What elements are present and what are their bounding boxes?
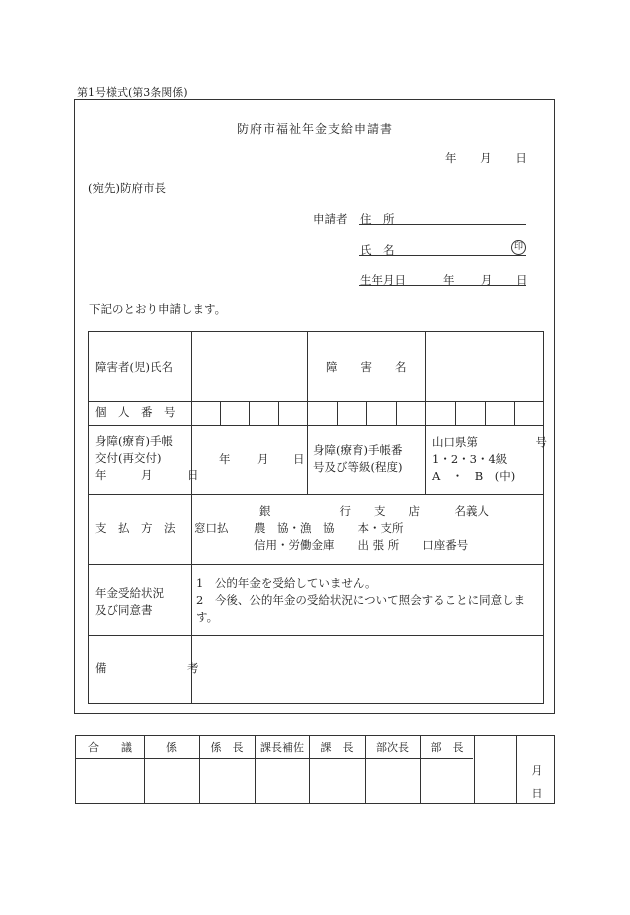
grade-levels: 1・2・3・4級 bbox=[432, 452, 508, 466]
personal-number-field[interactable] bbox=[192, 402, 543, 424]
payment-line-1: 銀 行 支 店 名義人 bbox=[259, 504, 489, 518]
birth-month: 月 bbox=[481, 273, 493, 287]
name-label: 氏 名 bbox=[360, 243, 395, 257]
birth-year: 年 bbox=[443, 273, 455, 287]
payment-line-2: 農 協・漁 協 本・支所 bbox=[254, 521, 404, 535]
payment-window: 窓口払 bbox=[194, 521, 229, 535]
disabled-name-label: 障害者(児)氏名 bbox=[95, 360, 173, 374]
applicant-label: 申請者 bbox=[313, 212, 348, 226]
date-day: 日 bbox=[515, 151, 527, 165]
disabled-name-field[interactable] bbox=[192, 333, 306, 400]
name-field[interactable] bbox=[359, 255, 526, 256]
approval-header-manager: 課 長 bbox=[320, 741, 354, 754]
address-label: 住 所 bbox=[360, 212, 395, 226]
seal-mark: 印 bbox=[511, 240, 526, 255]
payment-method-label: 支 払 方 法 bbox=[95, 521, 176, 535]
date-year: 年 bbox=[445, 151, 457, 165]
disability-name-label: 障 害 名 bbox=[326, 360, 407, 374]
grade-prefecture-number: 山口県第 号 bbox=[432, 435, 547, 449]
issue-date-label-2: 交付(再交付) bbox=[95, 451, 162, 465]
pension-item-1: 1 公的年金を受給していません。 bbox=[196, 576, 377, 590]
approval-day: 日 bbox=[531, 787, 543, 800]
issue-day: 日 bbox=[293, 452, 305, 466]
intro-text: 下記のとおり申請します。 bbox=[89, 302, 227, 316]
grade-label-2: 号及び等級(程度) bbox=[313, 460, 403, 474]
issue-year: 年 bbox=[219, 452, 231, 466]
personal-number-label: 個 人 番 号 bbox=[95, 405, 176, 419]
approval-month: 月 bbox=[531, 764, 543, 777]
application-date bbox=[445, 150, 527, 166]
grade-label-1: 身障(療育)手帳番 bbox=[313, 443, 403, 457]
form-title: 防府市福祉年金支給申請書 bbox=[236, 122, 393, 136]
remarks-label: 備 考 bbox=[95, 661, 199, 675]
form-code: 第1号様式(第3条関係) bbox=[77, 86, 188, 99]
payment-line-3: 信用・労働金庫 出 張 所 口座番号 bbox=[254, 538, 469, 552]
approval-header-director: 部 長 bbox=[430, 741, 464, 754]
pension-item-2: 2 今後、公的年金の受給状況について照会することに同意しま bbox=[196, 593, 526, 607]
pension-label-2: 及び同意書 bbox=[95, 603, 153, 617]
pension-label-1: 年金受給状況 bbox=[95, 586, 164, 600]
birthdate-label: 生年月日 bbox=[360, 273, 406, 287]
approval-header-chief: 係 長 bbox=[210, 741, 244, 754]
main-table bbox=[88, 331, 547, 704]
issue-month: 月 bbox=[257, 452, 269, 466]
birth-day: 日 bbox=[516, 273, 528, 287]
pension-item-2-cont: す。 bbox=[196, 610, 219, 624]
grade-ab: A ・ B (中) bbox=[432, 469, 516, 483]
issue-date-label-3: 年 月 日 bbox=[95, 468, 199, 482]
remarks-field[interactable] bbox=[192, 636, 543, 702]
approval-header-deputy-director: 部次長 bbox=[376, 741, 409, 754]
approval-header-assistant-manager: 課長補佐 bbox=[260, 741, 304, 754]
date-month: 月 bbox=[480, 151, 492, 165]
approval-header-staff: 係 bbox=[166, 741, 177, 754]
issue-date-label-1: 身障(療育)手帳 bbox=[95, 434, 173, 448]
addressee: (宛先)防府市長 bbox=[88, 181, 166, 195]
approval-table bbox=[75, 735, 555, 804]
address-field[interactable] bbox=[359, 224, 526, 225]
disability-name-field[interactable] bbox=[426, 333, 542, 400]
birthdate-field[interactable] bbox=[359, 285, 526, 286]
approval-header-consultation: 合 議 bbox=[88, 741, 132, 754]
